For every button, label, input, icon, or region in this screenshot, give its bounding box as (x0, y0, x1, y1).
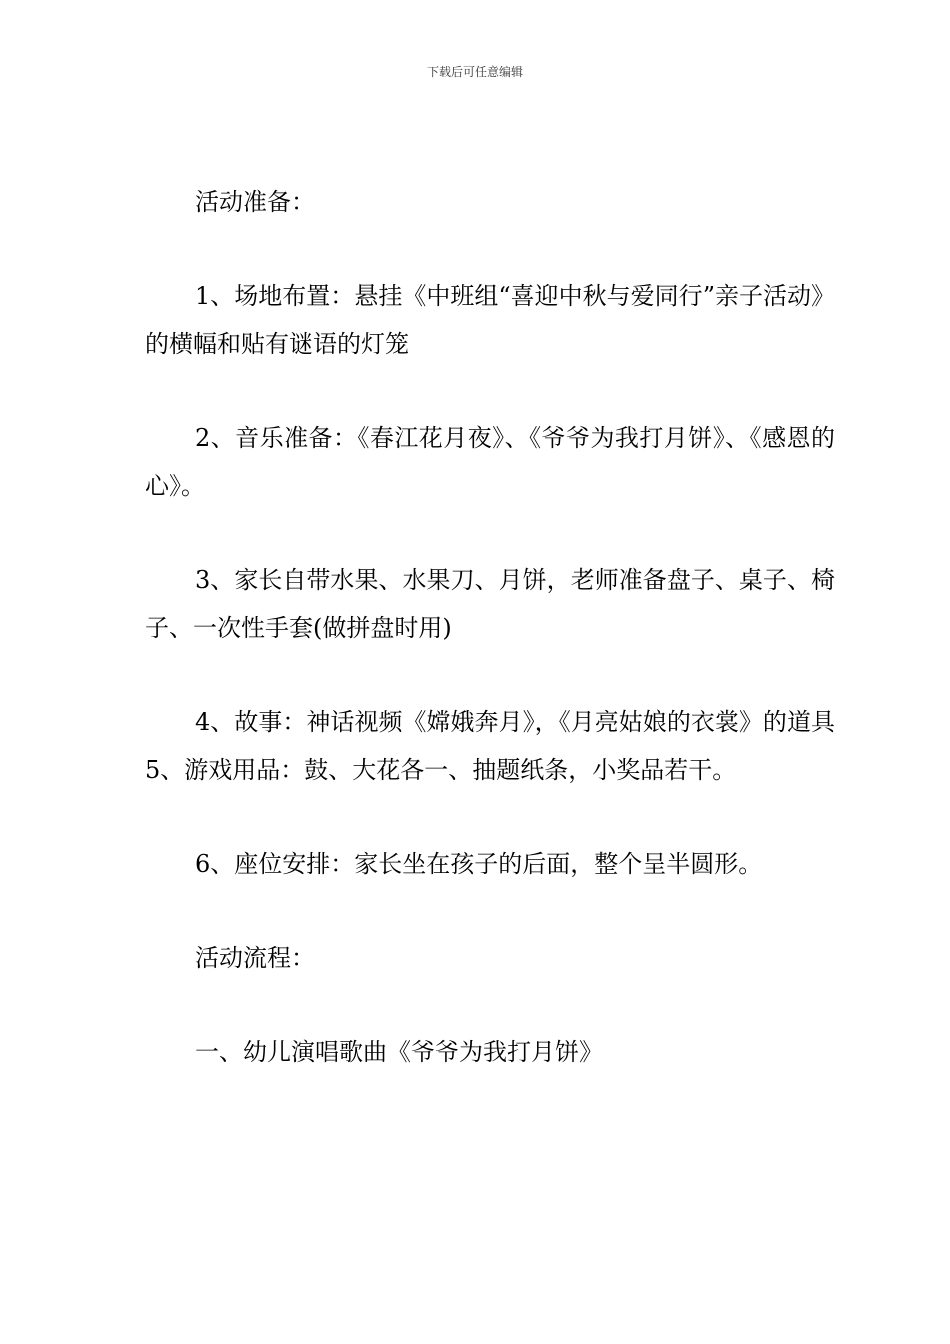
paragraph-spacer (145, 368, 835, 414)
list-item-seating: 6、座位安排：家长坐在孩子的后面，整个呈半圆形。 (195, 850, 763, 878)
section-heading-process: 活动流程： (195, 944, 315, 972)
paragraph-spacer (145, 652, 835, 698)
paragraph-spacer (145, 226, 835, 272)
list-item-supplies: 3、家长自带水果、水果刀、月饼，老师准备盘子、桌子、椅子、一次性手套(做拼盘时用) (145, 566, 835, 642)
paragraph-spacer (145, 510, 835, 556)
paragraph-spacer (145, 888, 835, 934)
page-header: 下载后可任意编辑 (426, 65, 523, 79)
process-step-one: 一、幼儿演唱歌曲《爷爷为我打月饼》 (195, 1038, 603, 1066)
list-item-story-games: 4、故事：神话视频《嫦娥奔月》，《月亮姑娘的衣裳》的道具5、游戏用品：鼓、大花各一、抽题纸条，小奖品若干。 (145, 708, 835, 784)
list-item-venue: 1、场地布置：悬挂《中班组“喜迎中秋与爱同行”亲子活动》的横幅和贴有谜语的灯笼 (145, 282, 835, 358)
list-item-music: 2、音乐准备：《春江花月夜》、《爷爷为我打月饼》、《感恩的心》。 (145, 424, 835, 500)
document-body (145, 178, 835, 1076)
paragraph-spacer (145, 982, 835, 1028)
section-heading-preparation: 活动准备： (195, 188, 315, 216)
paragraph-spacer (145, 794, 835, 840)
